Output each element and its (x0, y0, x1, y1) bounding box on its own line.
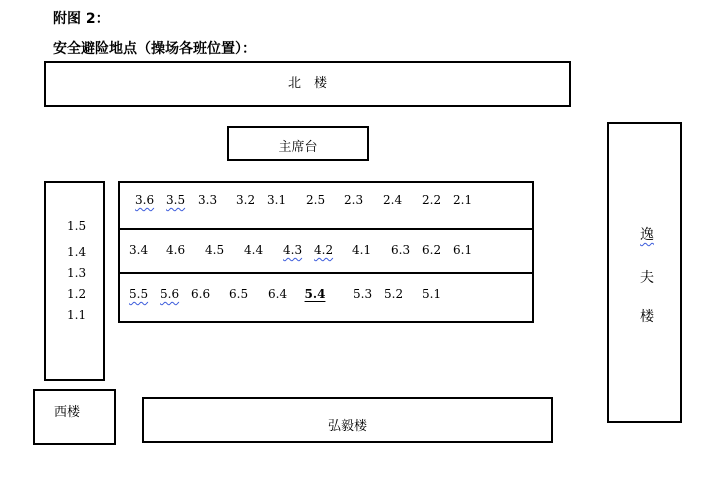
podium (227, 126, 369, 161)
class-label: 2.4 (383, 193, 403, 207)
north-building (44, 61, 571, 107)
row-divider (120, 228, 532, 230)
class-label: 3.4 (129, 243, 149, 257)
class-label: 4.2 (314, 243, 334, 257)
playground-class-grid (118, 181, 534, 323)
class-label: 6.6 (191, 287, 211, 301)
class-label: 5.2 (384, 287, 404, 301)
class-label: 1.4 (67, 245, 87, 259)
class-label: 1.2 (67, 287, 87, 301)
page-title: 安全避险地点（操场各班位置）： (53, 41, 256, 57)
class-label: 3.1 (267, 193, 287, 207)
class-label: 5.1 (422, 287, 442, 301)
hongyi-building-label: 弘毅楼 (327, 419, 367, 434)
class-label: 1.5 (67, 219, 87, 233)
class-label: 2.5 (306, 193, 326, 207)
class-label: 6.3 (391, 243, 411, 257)
class-label: 4.6 (166, 243, 186, 257)
class-label: 2.1 (453, 193, 473, 207)
class-label: 5.5 (129, 287, 149, 301)
class-label: 6.5 (229, 287, 249, 301)
class-label: 1.3 (67, 266, 87, 280)
class-label: 3.3 (198, 193, 218, 207)
class-label: 4.5 (205, 243, 225, 257)
class-label: 2.3 (344, 193, 364, 207)
yifu-char-2: 夫 (640, 270, 654, 286)
class-label: 5.6 (160, 287, 180, 301)
class-label-highlighted: 5.4 (304, 287, 326, 301)
class-label: 3.2 (236, 193, 256, 207)
class-label: 4.4 (244, 243, 264, 257)
class-label: 3.6 (135, 193, 155, 207)
left-class-column (44, 181, 105, 381)
class-label: 2.2 (422, 193, 442, 207)
yifu-char-1: 逸 (640, 227, 654, 243)
yifu-building (607, 122, 682, 423)
class-label: 6.1 (453, 243, 473, 257)
class-label: 6.2 (422, 243, 442, 257)
west-building (33, 389, 116, 445)
class-label: 1.1 (67, 308, 87, 322)
class-label: 4.1 (352, 243, 372, 257)
hongyi-building (142, 397, 553, 443)
yifu-char-3: 楼 (640, 309, 654, 325)
north-building-label: 北 楼 (287, 76, 327, 91)
class-label: 6.4 (268, 287, 288, 301)
class-label: 4.3 (283, 243, 303, 257)
figure-label: 附图 2： (53, 11, 110, 27)
west-building-label: 西楼 (54, 405, 81, 420)
class-label: 5.3 (353, 287, 373, 301)
podium-label: 主席台 (278, 140, 318, 155)
class-label: 3.5 (166, 193, 186, 207)
row-divider (120, 272, 532, 274)
